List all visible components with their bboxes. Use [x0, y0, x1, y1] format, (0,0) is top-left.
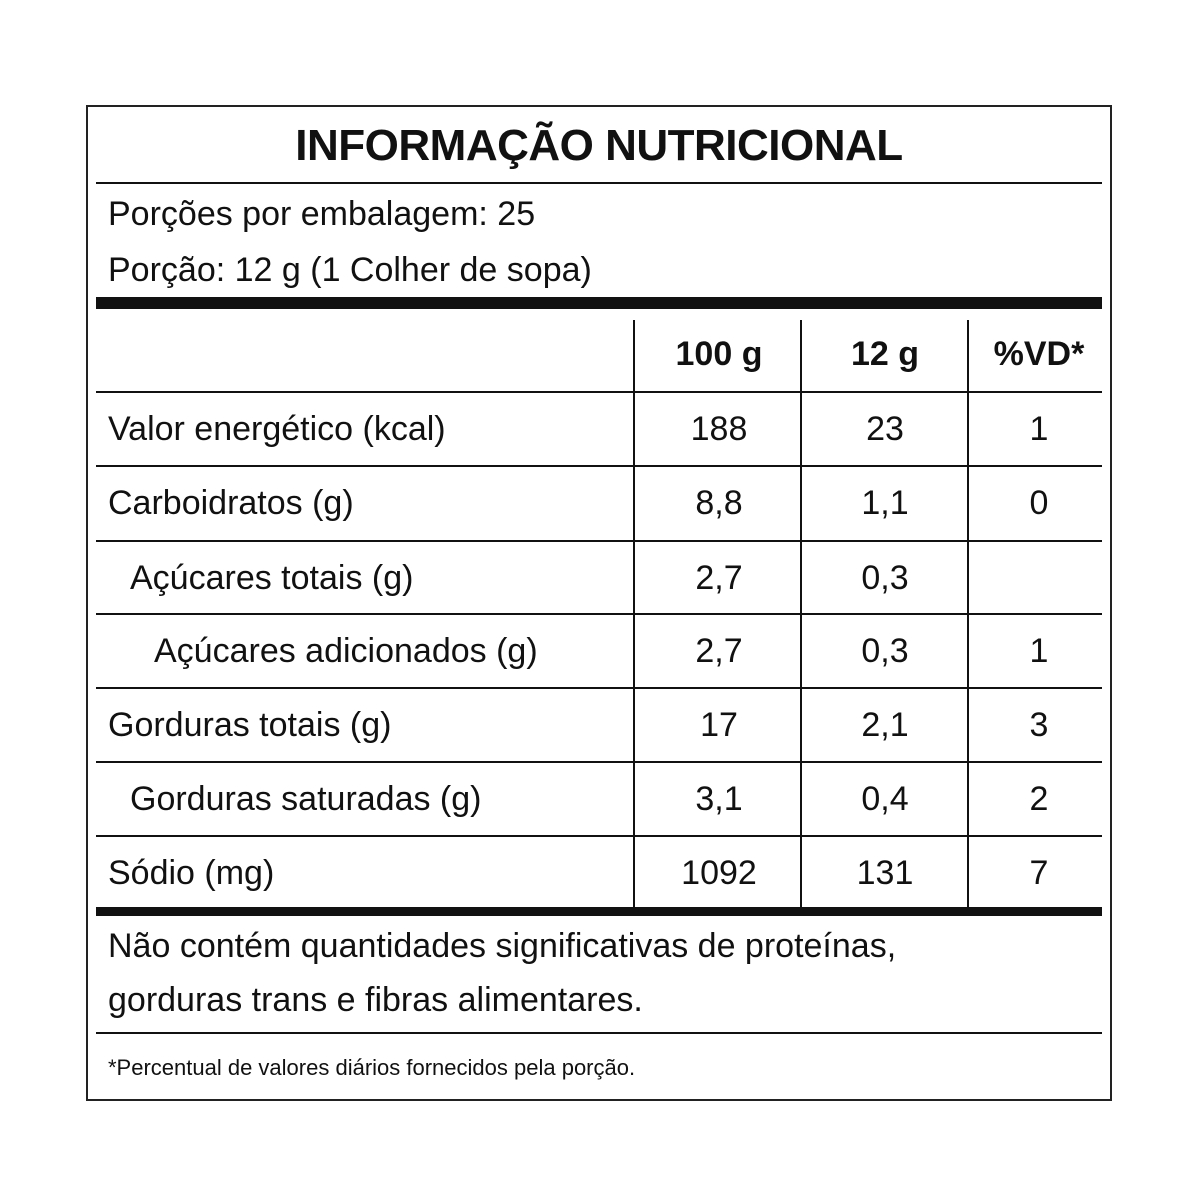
value-vd: 1	[1029, 631, 1049, 670]
table-row	[96, 614, 1102, 688]
portion-size: Porção: 12 g (1 Colher de sopa)	[108, 251, 592, 289]
value-100g: 2,7	[695, 631, 743, 670]
value-vd: 0	[1029, 483, 1049, 522]
column-separator	[633, 320, 635, 907]
table-row	[96, 762, 1102, 836]
value-100g: 8,8	[695, 483, 743, 522]
thick-divider	[96, 907, 1102, 916]
table-row	[96, 541, 1102, 615]
nutrient-name: Sódio (mg)	[108, 853, 275, 892]
value-portion: 23	[866, 409, 904, 448]
table-row	[96, 466, 1102, 540]
nutrient-disclaimer-line-2: gorduras trans e fibras alimentares.	[108, 981, 643, 1019]
nutrient-disclaimer-line-1: Não contém quantidades significativas de proteínas,	[108, 927, 897, 965]
value-100g: 17	[700, 705, 738, 744]
label-title: INFORMAÇÃO NUTRICIONAL	[295, 121, 903, 170]
value-vd: 1	[1029, 409, 1049, 448]
divider	[96, 1032, 1102, 1034]
column-separator	[967, 320, 969, 907]
nutrition-facts-label	[86, 105, 1112, 1101]
nutrient-name: Gorduras totais (g)	[108, 705, 392, 744]
thick-divider	[96, 297, 1102, 309]
daily-value-footnote: *Percentual de valores diários fornecidos pela porção.	[108, 1055, 636, 1080]
nutrient-name: Gorduras saturadas (g)	[130, 779, 482, 818]
value-vd: 3	[1029, 705, 1049, 744]
nutrient-name: Valor energético (kcal)	[108, 409, 446, 448]
header-portion: 12 g	[850, 334, 920, 373]
value-vd: 2	[1029, 779, 1049, 818]
value-vd	[970, 541, 1108, 615]
value-100g: 2,7	[695, 558, 743, 597]
nutrient-name: Açúcares totais (g)	[130, 558, 414, 597]
table-header-row	[96, 317, 1102, 391]
table-row	[96, 836, 1102, 910]
value-vd: 7	[1029, 853, 1049, 892]
servings-per-package: Porções por embalagem: 25	[108, 195, 536, 233]
header-100g: 100 g	[675, 334, 763, 373]
value-portion: 0,3	[861, 558, 909, 597]
value-portion: 0,3	[861, 631, 909, 670]
table-row	[96, 392, 1102, 466]
nutrient-name: Carboidratos (g)	[108, 483, 354, 522]
value-100g: 1092	[681, 853, 757, 892]
header-vd: %VD*	[993, 334, 1085, 373]
value-portion: 0,4	[861, 779, 909, 818]
nutrient-name: Açúcares adicionados (g)	[154, 631, 538, 670]
value-portion: 2,1	[861, 705, 909, 744]
value-100g: 188	[690, 409, 748, 448]
value-100g: 3,1	[695, 779, 743, 818]
divider	[96, 182, 1102, 184]
value-portion: 1,1	[861, 483, 909, 522]
column-separator	[800, 320, 802, 907]
table-row	[96, 688, 1102, 762]
value-portion: 131	[856, 853, 914, 892]
